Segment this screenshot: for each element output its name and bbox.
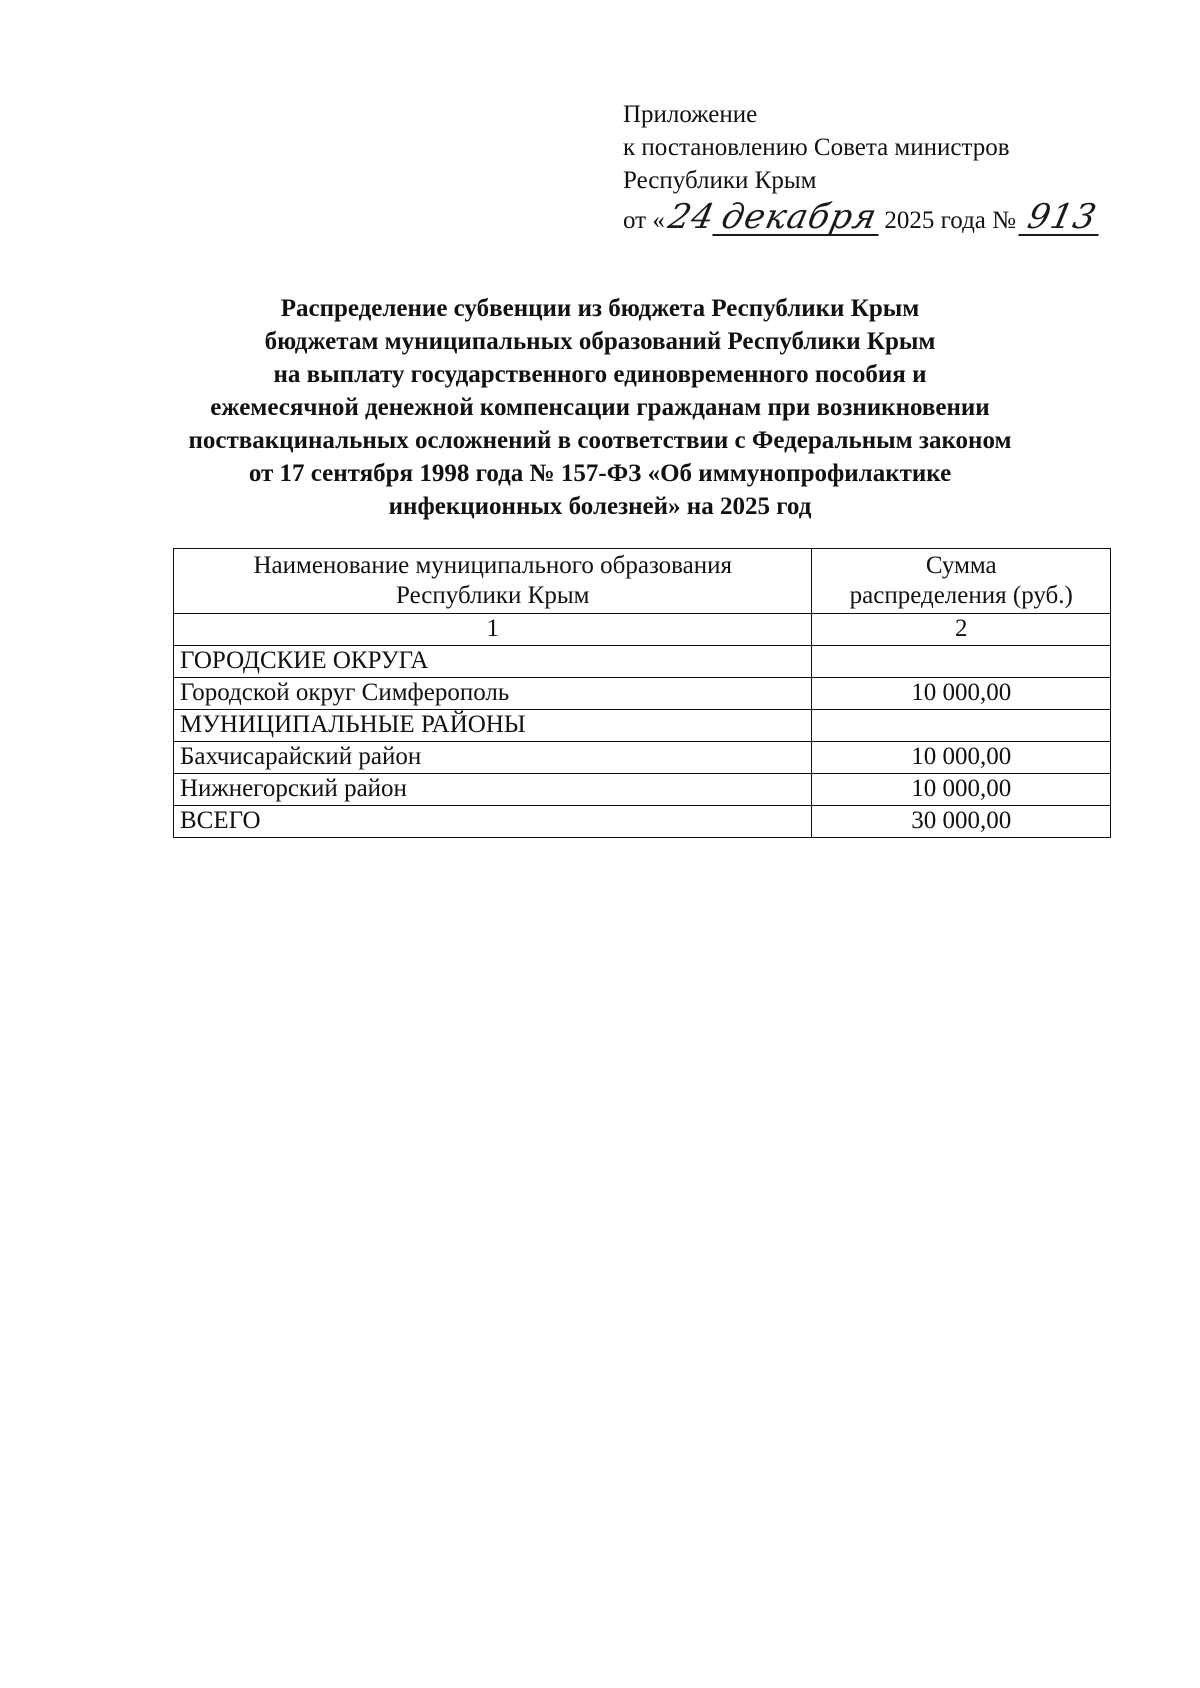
title-line: инфекционных болезней» на 2025 год: [388, 493, 812, 520]
handwritten-month: декабря: [712, 201, 886, 236]
title-line: ежемесячной денежной компенсации гражданам при возникновении: [210, 394, 990, 421]
table-row: [174, 710, 1111, 742]
table-row: [174, 646, 1111, 678]
header-sum-line: Сумма: [925, 552, 997, 579]
document-title: [150, 292, 1050, 523]
column-number-row: [174, 614, 1111, 646]
title-line: от 17 сентября 1998 года № 157-ФЗ «Об иммунопрофилактике: [248, 460, 952, 487]
row-sum-cell: 10 000,00: [812, 742, 1111, 774]
appendix-republic-line: Республики Крым: [623, 167, 817, 194]
total-sum-cell: 30 000,00: [812, 806, 1111, 838]
row-name-cell: ГОРОДСКИЕ ОКРУГА: [174, 646, 812, 678]
header-municipality-name: [174, 549, 812, 614]
table-row: [174, 678, 1111, 710]
appendix-block: [623, 98, 1143, 237]
row-sum-cell: 10 000,00: [812, 678, 1111, 710]
title-line: поствакцинальных осложнений в соответствии с Федеральным законом: [188, 427, 1012, 454]
header-distribution-sum: [812, 549, 1111, 614]
header-name-line: Наименование муниципального образования: [253, 552, 733, 579]
table-row: [174, 742, 1111, 774]
appendix-resolution-line: к постановлению Совета министров: [623, 134, 1010, 161]
row-name-cell: Бахчисарайский район: [174, 742, 812, 774]
title-line: на выплату государственного единовременного пособия и: [273, 361, 927, 388]
header-sum-line: распределения (руб.): [849, 582, 1073, 609]
title-line: Распределение субвенции из бюджета Республики Крым: [280, 295, 920, 322]
title-line: бюджетам муниципальных образований Республики Крым: [264, 328, 936, 355]
total-row: [174, 806, 1111, 838]
header-name-line: Республики Крым: [396, 582, 590, 609]
appendix-date-line: [623, 197, 1143, 237]
table-row: [174, 774, 1111, 806]
column-number-cell: 2: [812, 614, 1111, 646]
appendix-label: Приложение: [623, 101, 758, 128]
row-sum-cell: [812, 710, 1111, 742]
date-prefix: от «: [623, 207, 665, 234]
handwritten-day: 24: [664, 197, 719, 237]
row-name-cell: МУНИЦИПАЛЬНЫЕ РАЙОНЫ: [174, 710, 812, 742]
date-year-text: 2025 года №: [884, 207, 1016, 234]
row-sum-cell: 10 000,00: [812, 774, 1111, 806]
row-name-cell: Городской округ Симферополь: [174, 678, 812, 710]
row-name-cell: Нижнегорский район: [174, 774, 812, 806]
table-header-row: [174, 549, 1111, 614]
row-sum-cell: [812, 646, 1111, 678]
column-number-cell: 1: [174, 614, 812, 646]
total-label-cell: ВСЕГО: [174, 806, 812, 838]
handwritten-document-number: 913: [1018, 201, 1105, 236]
distribution-table: [173, 548, 1111, 838]
